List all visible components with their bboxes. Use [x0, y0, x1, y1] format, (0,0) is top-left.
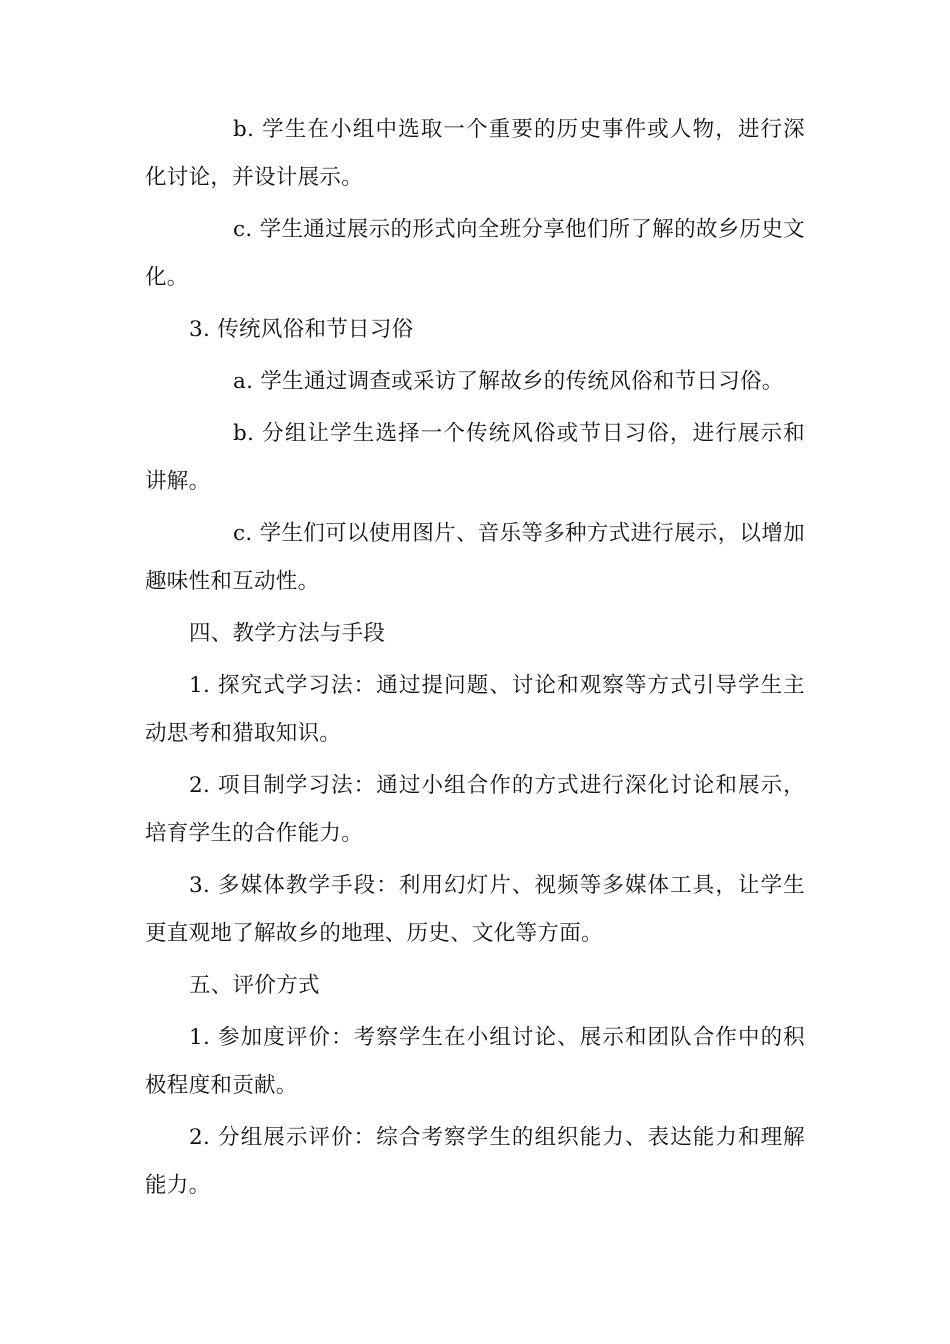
- paragraph-item-c-multimedia-presentation: c. 学生们可以使用图片、音乐等多种方式进行展示，以增加趣味性和互动性。: [145, 521, 805, 594]
- document-body: [145, 106, 805, 1210]
- paragraph-item-c-share-history: c. 学生通过展示的形式向全班分享他们所了解的故乡历史文化。: [145, 217, 805, 290]
- section-heading-evaluation: 五、评价方式: [189, 973, 320, 998]
- paragraph-inquiry-learning: 1. 探究式学习法：通过提问题、讨论和观察等方式引导学生主动思考和猎取知识。: [145, 673, 805, 746]
- paragraph-multimedia-teaching: 3. 多媒体教学手段：利用幻灯片、视频等多媒体工具，让学生更直观地了解故乡的地理、历史、文化等方面。: [145, 873, 805, 946]
- paragraph-project-learning: 2. 项目制学习法：通过小组合作的方式进行深化讨论和展示，培育学生的合作能力。: [145, 773, 805, 846]
- paragraph-group-presentation-evaluation: 2. 分组展示评价：综合考察学生的组织能力、表达能力和理解能力。: [145, 1125, 805, 1198]
- paragraph-item-a-survey: a. 学生通过调查或采访了解故乡的传统风俗和节日习俗。: [233, 369, 784, 394]
- paragraph-item-b-group-presentation: b. 分组让学生选择一个传统风俗或节日习俗，进行展示和讲解。: [145, 421, 805, 494]
- paragraph-participation-evaluation: 1. 参加度评价：考察学生在小组讨论、展示和团队合作中的积极程度和贡献。: [145, 1025, 805, 1098]
- section-heading-traditional-customs: 3. 传统风俗和节日习俗: [189, 317, 414, 342]
- section-heading-teaching-methods: 四、教学方法与手段: [189, 621, 386, 646]
- paragraph-item-b-deep-discussion: b. 学生在小组中选取一个重要的历史事件或人物，进行深化讨论，并设计展示。: [145, 117, 805, 190]
